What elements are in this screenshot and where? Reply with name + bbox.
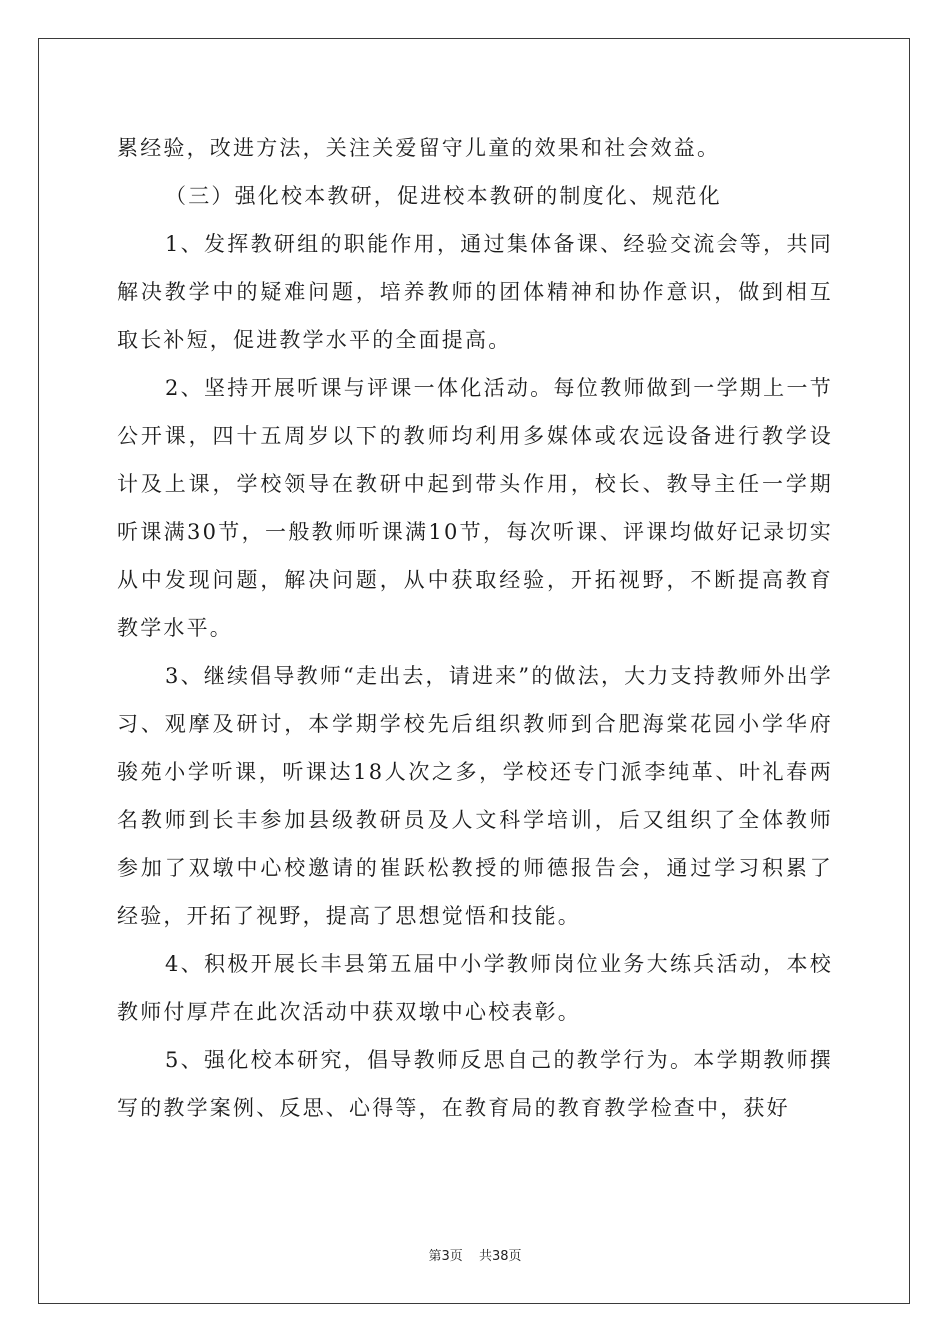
paragraph-4: 2、坚持开展听课与评课一体化活动。每位教师做到一学期上一节公开课，四十五周岁以下的教师均利用多媒体或农远设备进行教学设计及上课，学校领导在教研中起到带头作用，校长、教导主任一学期听课满30节，一般教师听课满10节，每次听课、评课均做好记录切实从中发现问题，解决问题，从中获取经验，开拓视野，不断提高教育教学水平。 xyxy=(117,376,833,640)
document-body xyxy=(117,124,833,1132)
page-number: 第3页 xyxy=(428,1249,463,1264)
paragraph-3: 1、发挥教研组的职能作用，通过集体备课、经验交流会等，共同解决教学中的疑难问题，培养教师的团体精神和协作意识，做到相互取长补短，促进教学水平的全面提高。 xyxy=(117,232,833,352)
paragraph-7: 5、强化校本研究，倡导教师反思自己的教学行为。本学期教师撰写的教学案例、反思、心得等，在教育局的教育教学检查中，获好 xyxy=(117,1048,833,1120)
section-heading: （三）强化校本教研，促进校本教研的制度化、规范化 xyxy=(165,184,722,208)
page-total: 共38页 xyxy=(478,1249,522,1264)
page-footer xyxy=(0,1245,950,1264)
paragraph-1: 累经验，改进方法，关注关爱留守儿童的效果和社会效益。 xyxy=(117,136,721,160)
paragraph-6: 4、积极开展长丰县第五届中小学教师岗位业务大练兵活动，本校教师付厚芹在此次活动中获双墩中心校表彰。 xyxy=(117,952,833,1024)
paragraph-5: 3、继续倡导教师“走出去，请进来”的做法，大力支持教师外出学习、观摩及研讨，本学期学校先后组织教师到合肥海棠花园小学华府骏苑小学听课，听课达18人次之多，学校还专门派李纯革、叶礼春两名教师到长丰参加县级教研员及人文科学培训，后又组织了全体教师参加了双墩中心校邀请的崔跃松教授的师德报告会，通过学习积累了经验，开拓了视野，提高了思想觉悟和技能。 xyxy=(117,664,833,928)
